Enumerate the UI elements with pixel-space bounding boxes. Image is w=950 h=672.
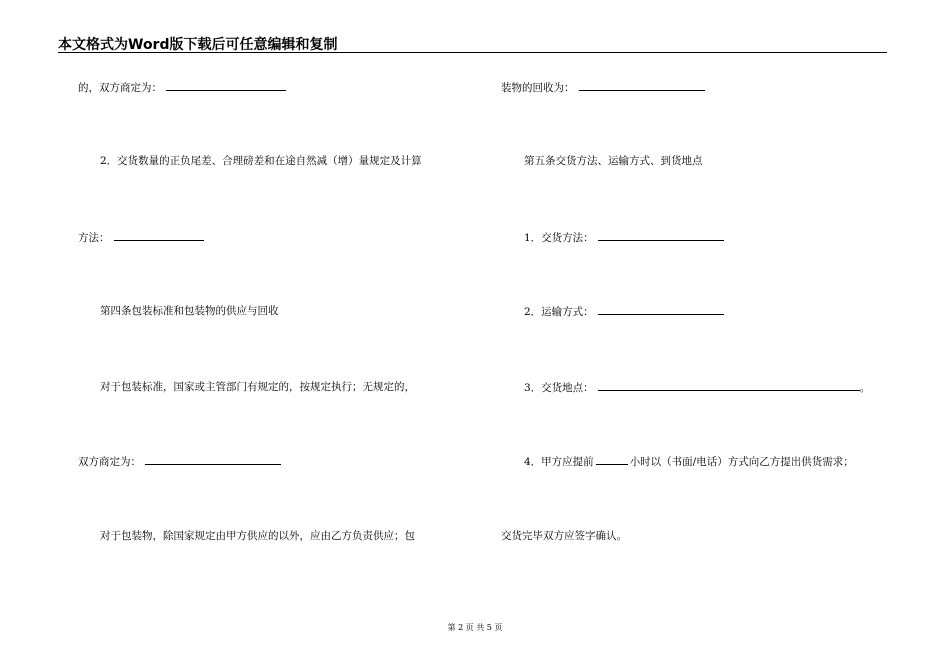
section-heading-four: 第四条包装标准和包装物的供应与回收 — [100, 305, 279, 317]
right-line-4 — [524, 304, 724, 319]
left-line-1-blank[interactable] — [166, 80, 286, 91]
right-line-3-text: 1．交货方法： — [524, 232, 594, 244]
right-line-6-blank[interactable] — [596, 454, 628, 465]
right-line-5-blank[interactable] — [598, 380, 860, 391]
left-line-7 — [100, 529, 415, 543]
right-line-1 — [501, 80, 705, 95]
right-line-6 — [524, 454, 854, 469]
right-line-5-text: 3．交货地点： — [524, 382, 594, 394]
left-line-3 — [78, 230, 204, 245]
left-line-6 — [78, 454, 281, 469]
right-line-5 — [524, 380, 870, 395]
page-number: 第 2 页 共 5 页 — [447, 623, 503, 632]
right-line-3-blank[interactable] — [598, 230, 724, 241]
section-heading-five: 第五条交货方法、运输方式、到货地点 — [524, 155, 703, 167]
right-line-7 — [501, 529, 627, 543]
right-line-1-text: 装物的回收为： — [501, 82, 575, 94]
header-divider — [58, 52, 887, 53]
left-line-5-text: 对于包装标准，国家或主管部门有规定的，按规定执行；无规定的， — [100, 381, 415, 393]
right-line-3 — [524, 230, 724, 245]
document-header-title: 本文格式为Word版下载后可任意编辑和复制 — [58, 37, 338, 53]
right-line-7-text: 交货完毕双方应签字确认。 — [501, 530, 627, 542]
left-line-6-blank[interactable] — [145, 454, 281, 465]
left-line-4 — [100, 304, 279, 318]
left-line-3-blank[interactable] — [114, 230, 204, 241]
left-line-2 — [100, 154, 422, 168]
left-line-2-text: 2．交货数量的正负尾差、合理磅差和在途自然减（增）量规定及计算 — [100, 155, 422, 167]
right-line-6-text-b: 小时以（书面/电话）方式向乙方提出供货需求； — [629, 456, 854, 468]
right-line-4-blank[interactable] — [598, 304, 724, 315]
left-line-5 — [100, 380, 415, 394]
left-line-1 — [78, 80, 286, 95]
right-line-2 — [524, 154, 703, 168]
right-line-1-blank[interactable] — [579, 80, 705, 91]
left-line-7-text: 对于包装物，除国家规定由甲方供应的以外，应由乙方负责供应；包 — [100, 530, 415, 542]
right-line-5-end: 。 — [859, 382, 871, 394]
right-line-4-text: 2．运输方式： — [524, 306, 594, 318]
left-line-6-text: 双方商定为： — [78, 456, 141, 468]
right-line-6-text-a: 4．甲方应提前 — [524, 456, 594, 468]
left-line-1-text: 的，双方商定为： — [78, 82, 162, 94]
left-line-3-text: 方法： — [78, 232, 110, 244]
